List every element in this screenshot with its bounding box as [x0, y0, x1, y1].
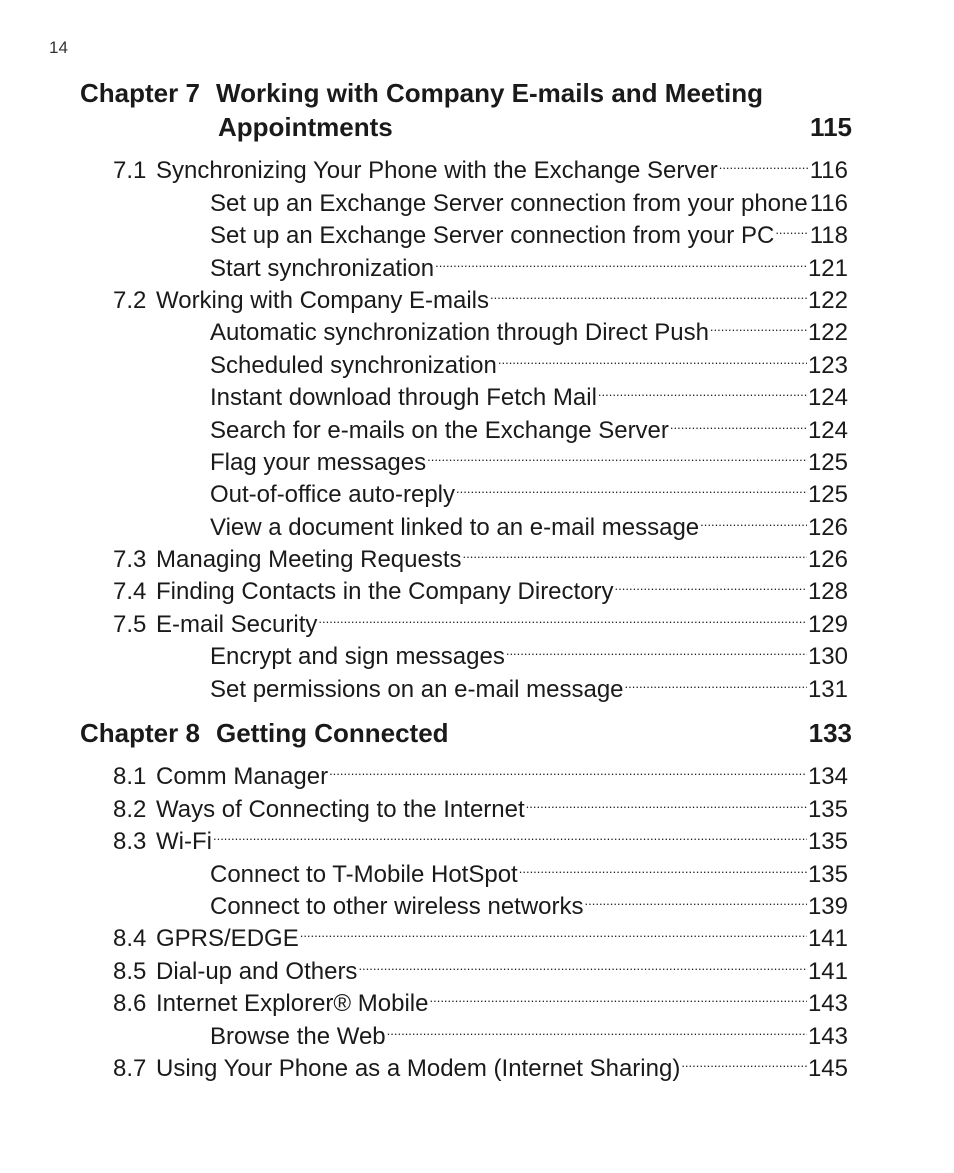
chapter-label: Chapter 7	[80, 78, 200, 108]
toc-entry-title: Connect to other wireless networks	[210, 892, 584, 920]
toc-entry-page: 122	[807, 319, 848, 347]
toc-entry[interactable]	[113, 146, 848, 185]
dot-leader	[526, 784, 807, 816]
toc-entry-page: 131	[807, 675, 848, 703]
toc-entry-number: 8.7	[113, 1054, 147, 1082]
dot-leader	[329, 752, 807, 784]
toc-entry-title: Out-of-office auto-reply	[210, 481, 456, 509]
toc-entry-title: Connect to T-Mobile HotSpot	[210, 860, 518, 888]
toc-entry-page: 125	[807, 481, 848, 509]
dot-leader	[213, 817, 807, 849]
toc-entry-number: 8.6	[113, 990, 147, 1018]
toc-entry-title: Working with Company E-mails	[156, 286, 489, 314]
toc-entry-number: 8.3	[113, 828, 147, 856]
dot-leader	[681, 1044, 807, 1076]
toc-entry-title: GPRS/EDGE	[156, 925, 299, 953]
toc-entry-number: 8.4	[113, 925, 147, 953]
toc-entry-title: Instant download through Fetch Mail	[210, 384, 597, 412]
toc-entry[interactable]	[113, 817, 848, 856]
chapter-8-heading[interactable]	[80, 716, 852, 750]
toc-entry-title: Wi-Fi	[156, 828, 212, 856]
toc-entry-title: Dial-up and Others	[156, 957, 358, 985]
dot-leader	[318, 599, 807, 631]
toc-entry-number: 7.4	[113, 578, 147, 606]
chapter-7-heading[interactable]	[80, 76, 852, 144]
chapter-label: Chapter 8	[80, 718, 200, 748]
toc-entry-title: Automatic synchronization through Direct Push	[210, 319, 709, 347]
toc-entry-title: Scheduled synchronization	[210, 351, 497, 379]
chapter-8-entries	[113, 752, 848, 1082]
dot-leader	[585, 882, 807, 914]
dot-leader	[700, 502, 807, 534]
dot-leader	[300, 914, 807, 946]
dot-leader	[427, 438, 807, 470]
toc-entry-page: 134	[807, 763, 848, 791]
toc-entry-title: E-mail Security	[156, 610, 318, 638]
dot-leader	[598, 373, 807, 405]
toc-entry-page: 126	[807, 546, 848, 574]
toc-entry-title: Internet Explorer® Mobile	[156, 990, 429, 1018]
dot-leader	[670, 405, 807, 437]
toc-entry-page: 116	[809, 189, 848, 217]
toc-entry-page: 139	[807, 892, 848, 920]
chapter-title-continued: Appointments	[218, 112, 393, 142]
toc-entry-page: 141	[807, 957, 848, 985]
toc-entry-page: 141	[807, 925, 848, 953]
toc-entry-number: 7.2	[113, 286, 147, 314]
toc-entry-title: Set up an Exchange Server connection from your PC	[210, 222, 775, 250]
toc-entry-page: 143	[807, 1022, 848, 1050]
dot-leader	[358, 946, 807, 978]
toc-entry-page: 124	[807, 384, 848, 412]
toc-entry-page: 118	[809, 222, 848, 250]
toc-entry-title: Set permissions on an e-mail message	[210, 675, 624, 703]
toc-entry-page: 145	[807, 1054, 848, 1082]
toc-entry-title: Search for e-mails on the Exchange Server	[210, 416, 669, 444]
toc-entry-title: Encrypt and sign messages	[210, 643, 505, 671]
dot-leader	[775, 211, 808, 243]
toc-entry-number: 8.5	[113, 957, 147, 985]
toc-entry-number: 7.1	[113, 157, 147, 185]
toc-entry-number: 8.2	[113, 795, 147, 823]
toc-entry-title: Ways of Connecting to the Internet	[156, 795, 525, 823]
toc-entry-title: Using Your Phone as a Modem (Internet Sharing)	[156, 1054, 681, 1082]
toc-entry-page: 143	[807, 990, 848, 1018]
dot-leader	[625, 664, 807, 696]
toc-entry-title: Synchronizing Your Phone with the Exchange Server	[156, 157, 718, 185]
toc-entry-page: 135	[807, 828, 848, 856]
toc-entry-title: Managing Meeting Requests	[156, 546, 462, 574]
dot-leader	[506, 632, 807, 664]
dot-leader	[429, 979, 806, 1011]
chapter-page-number: 115	[810, 112, 852, 142]
toc-entry-page: 124	[807, 416, 848, 444]
toc-entry-page: 129	[807, 610, 848, 638]
toc-entry[interactable]	[113, 849, 848, 888]
chapter-page-number: 133	[808, 718, 852, 748]
dot-leader	[710, 308, 807, 340]
dot-leader	[498, 340, 807, 372]
dot-leader	[519, 849, 807, 881]
toc-entry-page: 135	[807, 860, 848, 888]
toc-entry-page: 125	[807, 448, 848, 476]
toc-entry-number: 7.3	[113, 546, 147, 574]
chapter-7-entries	[113, 146, 848, 703]
chapter-title: Getting Connected	[216, 718, 449, 748]
toc-entry-number: 7.5	[113, 610, 147, 638]
toc-entry[interactable]	[113, 752, 848, 791]
toc-entry-title: Browse the Web	[210, 1022, 386, 1050]
toc-entry-title: Finding Contacts in the Company Directory	[156, 578, 614, 606]
dot-leader	[719, 146, 809, 178]
dot-leader	[463, 535, 807, 567]
toc-entry-page: 121	[807, 254, 848, 282]
toc-entry-page: 130	[807, 643, 848, 671]
toc-entry-page: 123	[807, 351, 848, 379]
toc-entry-title: Comm Manager	[156, 763, 329, 791]
toc-entry-title: View a document linked to an e-mail message	[210, 513, 700, 541]
toc-entry-page: 135	[807, 795, 848, 823]
dot-leader	[435, 243, 807, 275]
toc-entry-page: 122	[807, 286, 848, 314]
dot-leader	[615, 567, 807, 599]
toc-entry-title: Set up an Exchange Server connection from your phone	[210, 189, 808, 217]
page-number: 14	[49, 38, 68, 57]
dot-leader	[490, 276, 807, 308]
dot-leader	[456, 470, 807, 502]
toc-entry-number: 8.1	[113, 763, 147, 791]
toc-entry-title: Flag your messages	[210, 448, 427, 476]
toc-entry-page: 128	[807, 578, 848, 606]
chapter-title: Working with Company E-mails and Meeting	[216, 78, 764, 108]
toc-entry-title: Start synchronization	[210, 254, 435, 282]
dot-leader	[387, 1011, 807, 1043]
toc-entry-page: 126	[807, 513, 848, 541]
toc-entry-page: 116	[809, 157, 848, 185]
